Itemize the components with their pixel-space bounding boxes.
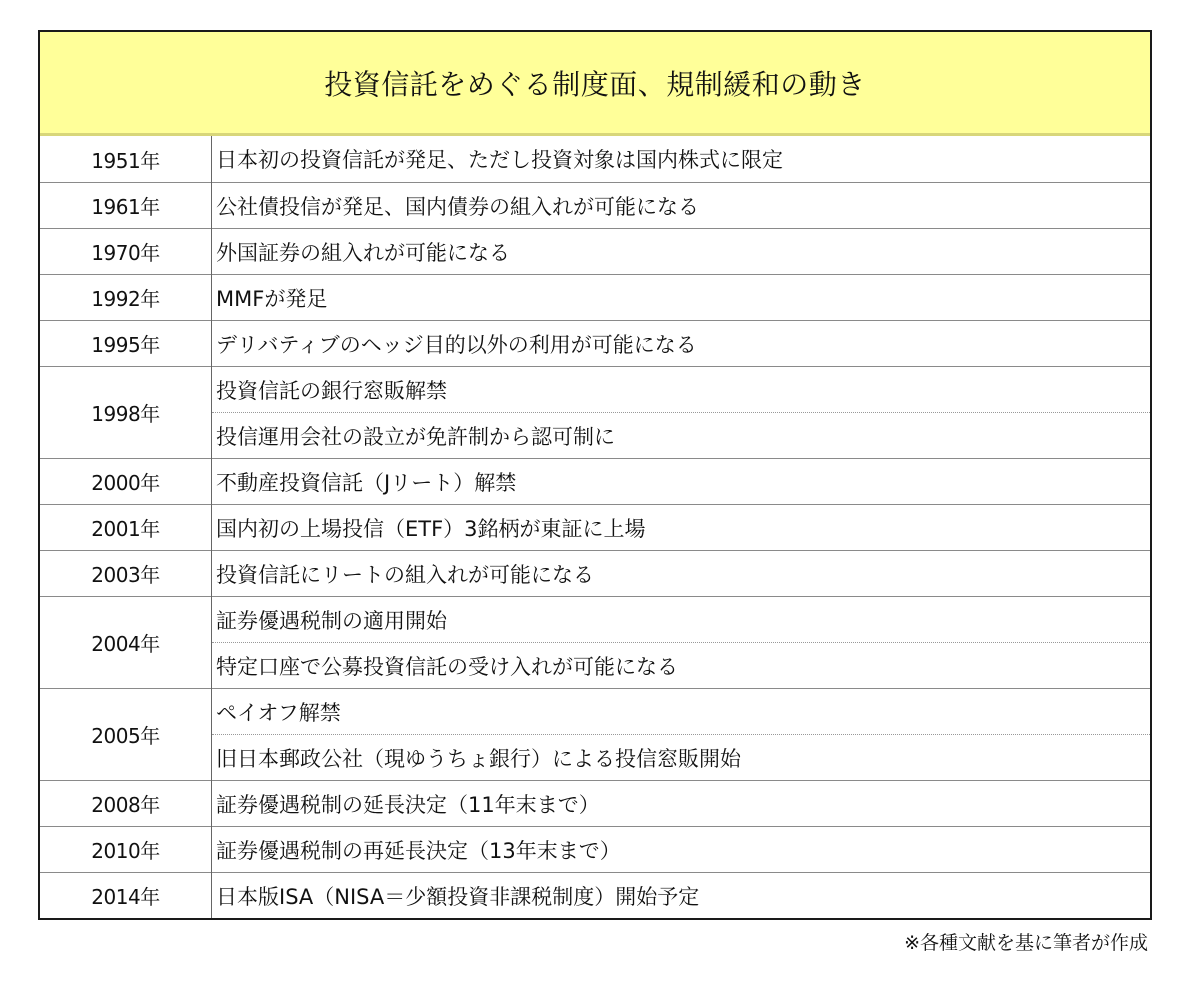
timeline-table-body: [40, 136, 1150, 918]
year-cell: 2008年: [40, 781, 212, 827]
table-row: [40, 781, 1150, 827]
event-cell: デリバティブのヘッジ目的以外の利用が可能になる: [212, 321, 1151, 367]
source-note: ※各種文献を基に筆者が作成: [904, 932, 1148, 954]
year-cell: 1961年: [40, 183, 212, 229]
year-cell: 2001年: [40, 505, 212, 551]
year-cell: 2004年: [40, 597, 212, 689]
table-row: [40, 367, 1150, 413]
table-row: [40, 551, 1150, 597]
year-cell: 2010年: [40, 827, 212, 873]
event-cell: 投資信託にリートの組入れが可能になる: [212, 551, 1151, 597]
event-cell: 日本版ISA（NISA＝少額投資非課税制度）開始予定: [212, 873, 1151, 919]
year-cell: 2003年: [40, 551, 212, 597]
year-cell: 1992年: [40, 275, 212, 321]
year-cell: 2014年: [40, 873, 212, 919]
table-row: [40, 689, 1150, 735]
table-row: [40, 136, 1150, 183]
year-cell: 1995年: [40, 321, 212, 367]
table-row: [40, 183, 1150, 229]
event-cell: ペイオフ解禁: [212, 689, 1151, 735]
event-cell: 証券優遇税制の適用開始: [212, 597, 1151, 643]
table-row: [40, 505, 1150, 551]
event-cell: 特定口座で公募投資信託の受け入れが可能になる: [212, 643, 1151, 689]
event-cell: 投資信託の銀行窓販解禁: [212, 367, 1151, 413]
event-cell: 証券優遇税制の延長決定（11年末まで）: [212, 781, 1151, 827]
table-title: 投資信託をめぐる制度面、規制緩和の動き: [40, 32, 1150, 136]
table-row: [40, 321, 1150, 367]
table-row: [40, 229, 1150, 275]
event-cell: 公社債投信が発足、国内債券の組入れが可能になる: [212, 183, 1151, 229]
timeline-table: [40, 136, 1150, 918]
year-cell: 2000年: [40, 459, 212, 505]
year-cell: 1998年: [40, 367, 212, 459]
year-cell: 1951年: [40, 136, 212, 183]
year-cell: 1970年: [40, 229, 212, 275]
event-cell: 投信運用会社の設立が免許制から認可制に: [212, 413, 1151, 459]
table-row: [40, 827, 1150, 873]
table-row: [40, 275, 1150, 321]
event-cell: 旧日本郵政公社（現ゆうちょ銀行）による投信窓販開始: [212, 735, 1151, 781]
table-row: [40, 459, 1150, 505]
event-cell: MMFが発足: [212, 275, 1151, 321]
event-cell: 日本初の投資信託が発足、ただし投資対象は国内株式に限定: [216, 148, 783, 172]
table-row: [40, 873, 1150, 919]
event-cell: 証券優遇税制の再延長決定（13年末まで）: [212, 827, 1151, 873]
event-cell: 不動産投資信託（Jリート）解禁: [212, 459, 1151, 505]
table-row: [40, 597, 1150, 643]
regulation-table-frame: [38, 30, 1152, 920]
event-cell: 国内初の上場投信（ETF）3銘柄が東証に上場: [212, 505, 1151, 551]
year-cell: 2005年: [40, 689, 212, 781]
event-cell: 外国証券の組入れが可能になる: [212, 229, 1151, 275]
